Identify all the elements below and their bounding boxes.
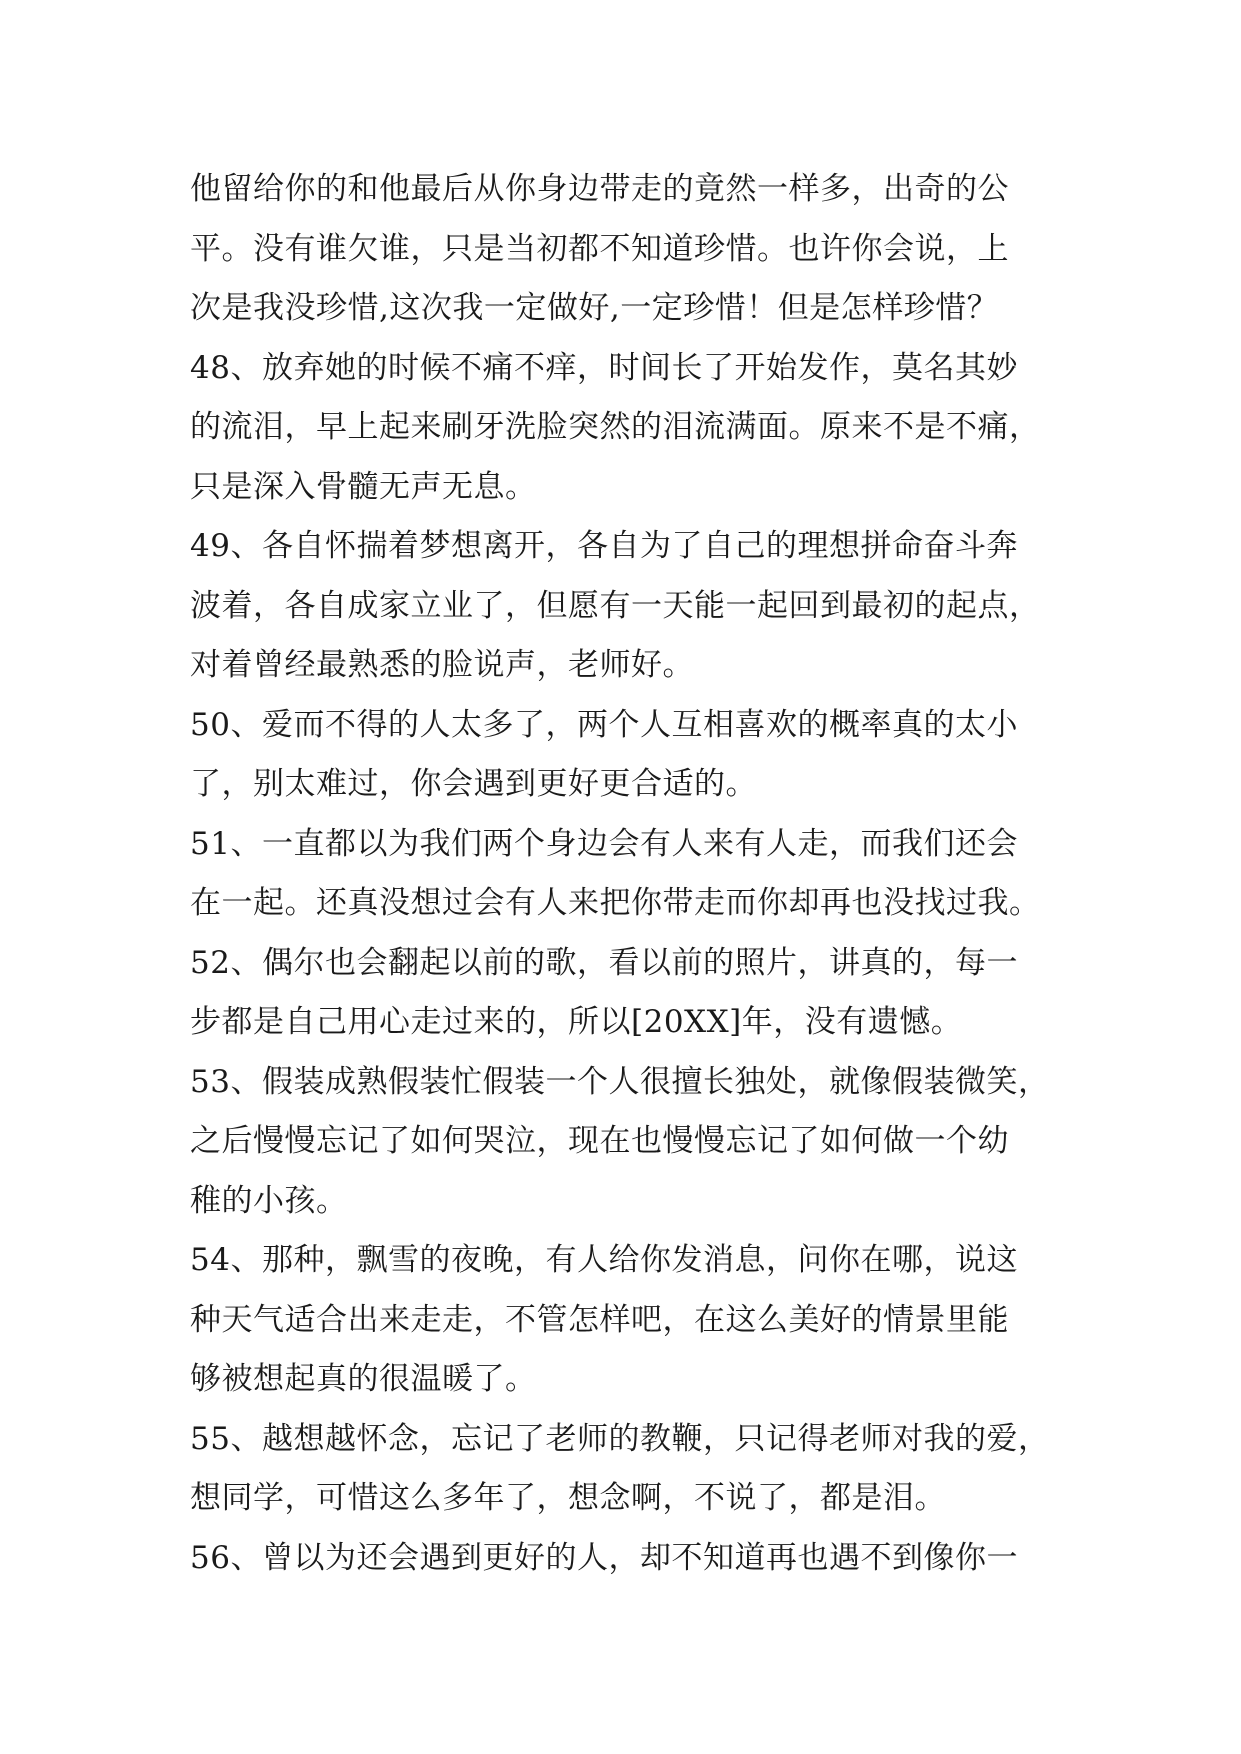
document-body <box>190 160 1070 1588</box>
text-line: 波着，各自成家立业了，但愿有一天能一起回到最初的起点， <box>190 587 1041 624</box>
text-line: 步都是自己用心走过来的，所以[20XX]年，没有遗憾。 <box>190 1004 963 1040</box>
text-line: 50、爱而不得的人太多了，两个人互相喜欢的概率真的太小 <box>190 706 1018 743</box>
text-line: 平。没有谁欠谁，只是当初都不知道珍惜。也许你会说，上 <box>190 230 1009 267</box>
text-line: 在一起。还真没想过会有人来把你带走而你却再也没找过我。 <box>190 885 1041 921</box>
text-line: 的流泪，早上起来刷牙洗脸突然的泪流满面。原来不是不痛， <box>190 409 1041 445</box>
text-line: 够被想起真的很温暖了。 <box>190 1361 537 1397</box>
text-line: 次是我没珍惜,这次我一定做好,一定珍惜！但是怎样珍惜？ <box>190 290 999 326</box>
text-line: 48、放弃她的时候不痛不痒，时间长了开始发作，莫名其妙 <box>190 349 1018 386</box>
text-line: 想同学，可惜这么多年了，想念啊，不说了，都是泪。 <box>190 1480 946 1516</box>
text-line: 55、越想越怀念，忘记了老师的教鞭，只记得老师对我的爱， <box>190 1420 1050 1457</box>
text-line: 52、偶尔也会翻起以前的歌，看以前的照片，讲真的，每一 <box>190 944 1018 981</box>
text-line: 之后慢慢忘记了如何哭泣，现在也慢慢忘记了如何做一个幼 <box>190 1123 1009 1159</box>
text-line: 对着曾经最熟悉的脸说声，老师好。 <box>190 647 694 683</box>
text-line: 种天气适合出来走走，不管怎样吧，在这么美好的情景里能 <box>190 1301 1009 1338</box>
text-line: 53、假装成熟假装忙假装一个人很擅长独处，就像假装微笑， <box>190 1063 1050 1100</box>
text-line: 56、曾以为还会遇到更好的人，却不知道再也遇不到像你一 <box>190 1539 1018 1576</box>
text-line: 他留给你的和他最后从你身边带走的竟然一样多，出奇的公 <box>190 171 1009 207</box>
text-line: 54、那种，飘雪的夜晚，有人给你发消息，问你在哪，说这 <box>190 1242 1018 1278</box>
text-line: 了，别太难过，你会遇到更好更合适的。 <box>190 766 757 802</box>
text-line: 51、一直都以为我们两个身边会有人来有人走，而我们还会 <box>190 825 1018 862</box>
text-line: 49、各自怀揣着梦想离开，各自为了自己的理想拼命奋斗奔 <box>190 528 1018 564</box>
text-line: 稚的小孩。 <box>190 1182 348 1219</box>
text-line: 只是深入骨髓无声无息。 <box>190 468 537 505</box>
